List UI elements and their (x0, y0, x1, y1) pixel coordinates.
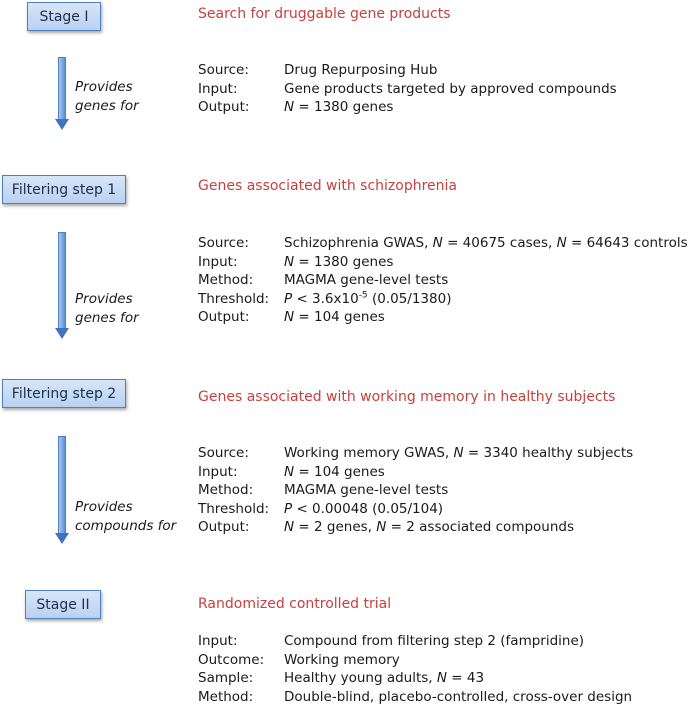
detail-value: = 2 associated compounds (386, 519, 575, 535)
arrow-3-icon (56, 436, 70, 544)
stage-2-heading: Randomized controlled trial (198, 596, 392, 612)
detail-value: Compound from filtering step 2 (fampridine) (284, 633, 585, 649)
detail-value: Working memory (284, 651, 400, 668)
detail-value: MAGMA gene-level tests (284, 272, 449, 288)
filtering-step-2-label: Filtering step 2 (11, 385, 117, 402)
detail-value: < 0.00048 (0.05/104) (292, 500, 444, 517)
detail-var: N (432, 235, 443, 251)
detail-key: Method: (198, 272, 254, 288)
filtering-step-2-box (2, 379, 126, 408)
detail-value: = 104 genes (294, 463, 385, 480)
arrow-3-label-line1: Provides (75, 499, 133, 515)
stage-1-heading: Search for druggable gene products (198, 6, 451, 22)
detail-row (198, 500, 633, 519)
stage-2-details (198, 632, 632, 706)
detail-var: P (284, 500, 293, 517)
filtering-step-1-heading: Genes associated with schizophrenia (198, 178, 458, 194)
detail-value: = 2 genes, (294, 519, 377, 535)
detail-value: < 3.6x10 (292, 290, 359, 307)
detail-var: N (284, 519, 295, 535)
filtering-step-1-box (2, 175, 126, 204)
detail-value: MAGMA gene-level tests (284, 482, 449, 498)
detail-value: Gene products targeted by approved compounds (284, 80, 617, 97)
detail-key: Input: (198, 253, 238, 270)
detail-key: Source: (198, 445, 249, 461)
filtering-step-1-label: Filtering step 1 (11, 181, 117, 198)
arrow-2-label (75, 290, 139, 328)
detail-key: Method: (198, 482, 254, 498)
detail-row (198, 290, 688, 309)
detail-superscript: -5 (358, 290, 368, 300)
filtering-step-1-details (198, 234, 688, 327)
detail-row (198, 80, 617, 99)
detail-value: = 43 (447, 670, 485, 686)
detail-value: = 40675 cases, (442, 235, 557, 251)
arrow-1-label-line2: genes for (75, 98, 139, 114)
detail-key: Sample: (198, 670, 254, 686)
detail-key: Outcome: (198, 651, 265, 668)
detail-row (198, 632, 632, 651)
detail-row (198, 234, 688, 253)
detail-key: Threshold: (198, 290, 270, 307)
stage-2-label: Stage II (36, 596, 90, 613)
stage-1-label: Stage I (39, 8, 89, 25)
arrow-2-label-line1: Provides (75, 291, 133, 307)
detail-value: = 1380 genes (294, 99, 394, 115)
detail-row (198, 651, 632, 670)
detail-row (198, 444, 633, 463)
detail-row (198, 669, 632, 688)
detail-key: Output: (198, 99, 250, 115)
detail-key: Input: (198, 633, 238, 649)
detail-row (198, 308, 688, 327)
arrow-2-label-line2: genes for (75, 310, 139, 326)
detail-key: Output: (198, 519, 250, 535)
detail-value: Working memory GWAS, (284, 445, 454, 461)
detail-value: = 3340 healthy subjects (463, 445, 634, 461)
detail-var: N (284, 99, 295, 115)
detail-key: Input: (198, 463, 238, 480)
detail-row (198, 61, 617, 80)
arrow-1-label (75, 78, 139, 116)
detail-key: Source: (198, 235, 249, 251)
detail-row (198, 688, 632, 706)
filtering-step-2-heading: Genes associated with working memory in healthy subjects (198, 389, 616, 405)
detail-key: Source: (198, 62, 249, 78)
arrow-2-icon (56, 232, 70, 339)
detail-value: = 1380 genes (294, 253, 394, 270)
detail-value: = 64643 controls (566, 235, 688, 251)
detail-row (198, 518, 633, 537)
stage-2-box (25, 590, 101, 619)
detail-value: Double-blind, placebo-controlled, cross-over design (284, 688, 633, 705)
arrow-1-icon (56, 57, 70, 130)
stage-1-details (198, 61, 617, 117)
detail-key: Input: (198, 80, 238, 97)
detail-row (198, 271, 688, 290)
arrow-3-label (75, 498, 176, 536)
detail-row (198, 98, 617, 117)
detail-value: (0.05/1380) (367, 290, 452, 307)
detail-var: N (453, 445, 464, 461)
detail-row (198, 253, 688, 272)
filtering-step-2-details (198, 444, 633, 537)
detail-var: N (556, 235, 567, 251)
detail-value: Healthy young adults, (284, 670, 437, 686)
detail-var: P (284, 290, 293, 307)
detail-key: Method: (198, 688, 254, 705)
detail-key: Threshold: (198, 500, 270, 517)
detail-value: Drug Repurposing Hub (284, 62, 438, 78)
detail-row (198, 481, 633, 500)
detail-key: Output: (198, 309, 250, 325)
arrow-1-label-line1: Provides (75, 79, 133, 95)
detail-var: N (436, 670, 447, 686)
detail-row (198, 463, 633, 482)
detail-var: N (284, 309, 295, 325)
stage-1-box (27, 2, 101, 31)
detail-value: Schizophrenia GWAS, (284, 235, 433, 251)
arrow-3-label-line2: compounds for (75, 518, 177, 534)
detail-var: N (284, 253, 295, 270)
detail-var: N (376, 519, 387, 535)
detail-value: = 104 genes (294, 309, 385, 325)
detail-var: N (284, 463, 295, 480)
